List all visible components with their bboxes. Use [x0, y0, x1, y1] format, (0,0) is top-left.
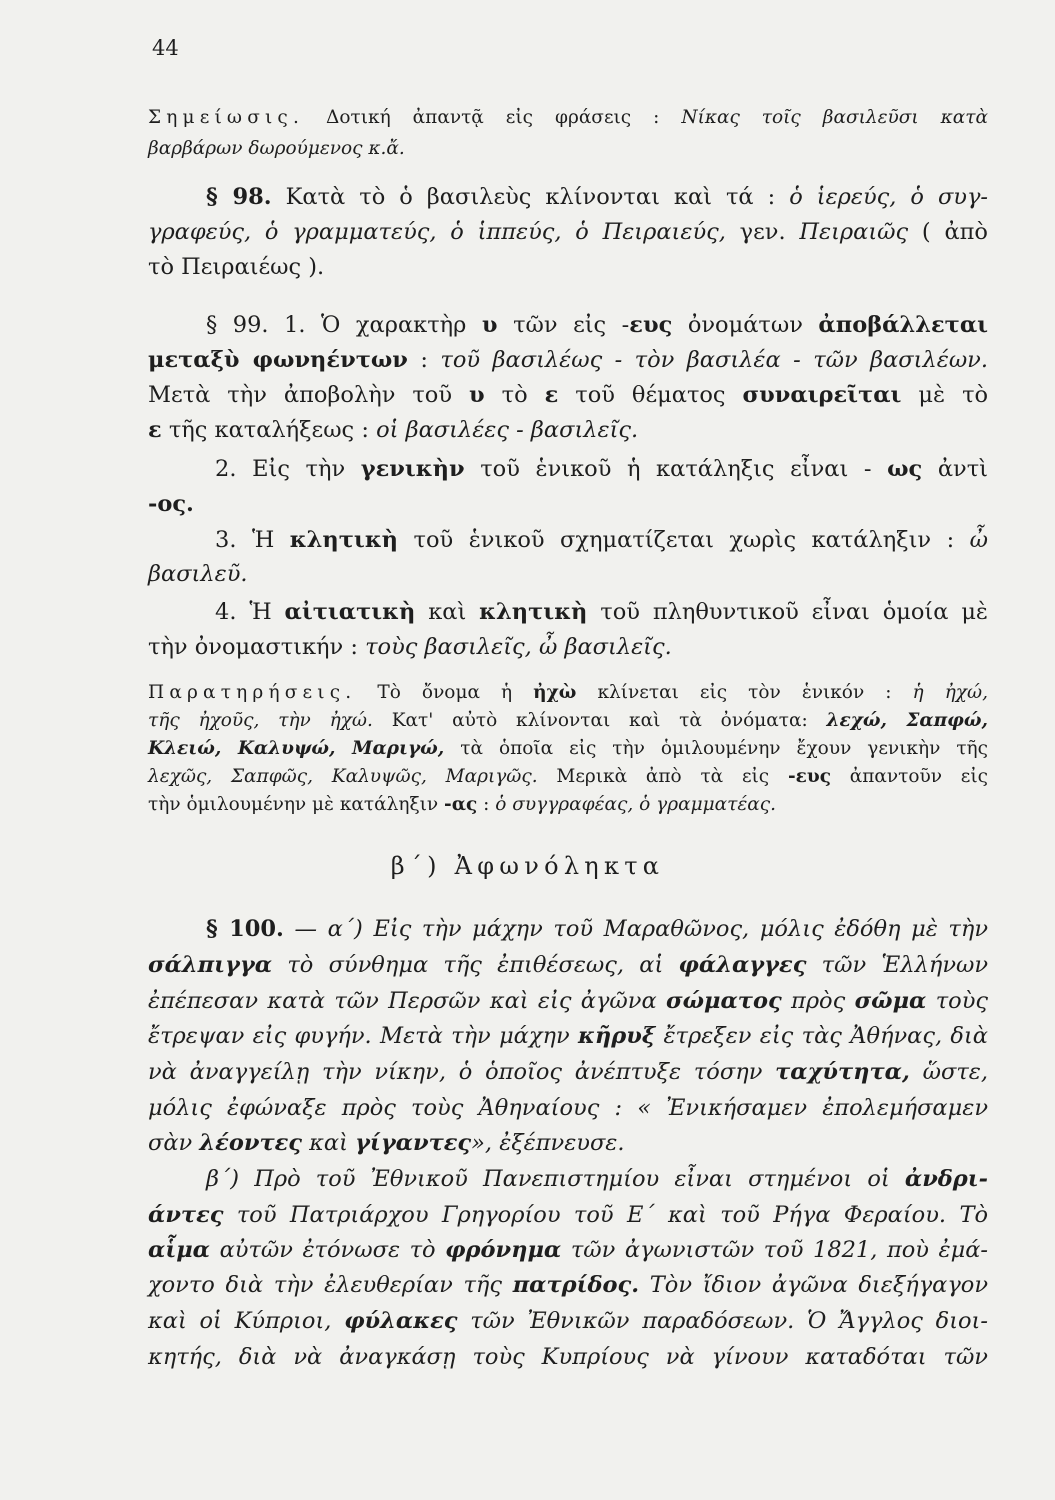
paragraph-99-line: 4. Ἡ αἰτιατικὴ καὶ κλητικὴ τοῦ πληθυντικοῦ εἶναι ὁμοία μὲ	[215, 599, 989, 625]
paragraph-100-line: ἔτρεψαν εἰς φυγήν. Μετὰ τὴν μάχην κῆρυξ ἔτρεξεν εἰς τὰς Ἀθήνας, διὰ	[148, 1023, 988, 1049]
paragraph-100-line: σάλπιγγα τὸ σύνθημα τῆς ἐπιθέσεως, αἱ φάλαγγες τῶν Ἑλλήνων	[148, 952, 989, 978]
paragraph-100-line: κητής, διὰ νὰ ἀναγκάσῃ τοὺς Κυπρίους νὰ γίνουν καταδόται τῶν	[148, 1344, 988, 1370]
page-number: 44	[152, 36, 179, 60]
paragraph-98-line: γραφεύς, ὁ γραμματεύς, ὁ ἱππεύς, ὁ Πειραιεύς, γεν. Πειραιῶς ( ἀπὸ	[148, 219, 988, 245]
paragraph-100-line: καὶ οἱ Κύπριοι, φύλακες τῶν Ἐθνικῶν παραδόσεων. Ὁ Ἄγγλος διοι-	[148, 1308, 988, 1334]
paragraph-100-line: σὰν λέοντες καὶ γίγαντες», ἐξέπνευσε.	[148, 1130, 625, 1156]
note-label: Σημείωσις.	[148, 107, 305, 128]
paragraph-100-line: ἐπέπεσαν κατὰ τῶν Περσῶν καὶ εἰς ἀγῶνα σώματος πρὸς σῶμα τοὺς	[148, 988, 988, 1014]
paragraph-99-line: βασιλεῦ.	[148, 561, 248, 587]
paragraph-99-line: 3. Ἡ κλητικὴ τοῦ ἑνικοῦ σχηματίζεται χωρὶς κατάληξιν : ὦ	[215, 527, 989, 553]
paragraph-98-line: § 98. Κατὰ τὸ ὁ βασιλεὺς κλίνονται καὶ τά : ὁ ἱερεύς, ὁ συγ-	[206, 184, 989, 210]
note-line: λεχῶς, Σαπφῶς, Καλυψῶς, Μαριγῶς. Μερικὰ ἀπὸ τὰ εἰς -ευς ἀπαντοῦν εἰς	[148, 766, 988, 787]
paragraph-100-line: νὰ ἀναγγείλῃ τὴν νίκην, ὁ ὁποῖος ἀνέπτυξε τόσην ταχύτητα, ὥστε,	[148, 1059, 989, 1085]
paragraph-98-line: τὸ Πειραιέως ).	[148, 254, 325, 280]
note-line: βαρβάρων δωρούμενος κ.ἄ.	[148, 138, 405, 159]
paragraph-99-line: τὴν ὀνομαστικήν : τοὺς βασιλεῖς, ὦ βασιλεῖς.	[148, 634, 672, 660]
paragraph-100-line: αἷμα αὐτῶν ἐτόνωσε τὸ φρόνημα τῶν ἀγωνιστῶν τοῦ 1821, ποὺ ἐμά-	[148, 1237, 989, 1263]
paragraph-99-line: -ος.	[148, 491, 194, 517]
paragraph-100-line: χοντο διὰ τὴν ἐλευθερίαν τῆς πατρίδος. Τὸν ἴδιον ἀγῶνα διεξήγαγον	[148, 1272, 989, 1298]
note-line: Κλειώ, Καλυψώ, Μαριγώ, τὰ ὁποῖα εἰς τὴν ὁμιλουμένην ἔχουν γενικὴν τῆς	[148, 738, 988, 759]
paragraph-100-line: μόλις ἐφώναξε πρὸς τοὺς Ἀθηναίους : « Ἐνικήσαμεν ἐπολεμήσαμεν	[148, 1095, 988, 1121]
note-line: Παρατηρήσεις. Τὸ ὄνομα ἡ ἠχὼ κλίνεται εἰς τὸν ἑνικόν : ἡ ἠχώ,	[148, 682, 988, 703]
section-heading: β΄) Ἀφωνόληκτα	[390, 852, 665, 880]
note-label: Παρατηρήσεις.	[148, 682, 357, 703]
note-line: τὴν ὁμιλουμένην μὲ κατάληξιν -ας : ὁ συγγραφέας, ὁ γραμματέας.	[148, 794, 777, 815]
paragraph-100-line: § 100. — α΄) Εἰς τὴν μάχην τοῦ Μαραθῶνος, μόλις ἐδόθη μὲ τὴν	[206, 916, 989, 942]
paragraph-99-line: ε τῆς καταλήξεως : οἱ βασιλέες - βασιλεῖς.	[148, 417, 639, 443]
note-line: Σημείωσις. Δοτική ἀπαντᾷ εἰς φράσεις : Νίκας τοῖς βασιλεῦσι κατὰ	[148, 107, 988, 128]
paragraph-99-line: § 99. 1. Ὁ χαρακτὴρ υ τῶν εἰς -ευς ὀνομάτων ἀποβάλλεται	[206, 312, 989, 338]
note-line: τῆς ἠχοῦς, τὴν ἠχώ. Κατ' αὐτὸ κλίνονται καὶ τὰ ὀνόματα: λεχώ, Σαπφώ,	[148, 710, 988, 731]
paragraph-99-line: 2. Εἰς τὴν γενικὴν τοῦ ἑνικοῦ ἡ κατάληξις εἶναι - ως ἀντὶ	[215, 456, 988, 482]
paragraph-100-line: β΄) Πρὸ τοῦ Ἐθνικοῦ Πανεπιστημίου εἶναι στημένοι οἱ ἀνδρι-	[206, 1166, 988, 1192]
paragraph-99-line: Μετὰ τὴν ἀποβολὴν τοῦ υ τὸ ε τοῦ θέματος συναιρεῖται μὲ τὸ	[148, 382, 989, 408]
paragraph-99-line: μεταξὺ φωνηέντων : τοῦ βασιλέως - τὸν βασιλέα - τῶν βασιλέων.	[148, 347, 989, 373]
paragraph-100-line: άντες τοῦ Πατριάρχου Γρηγορίου τοῦ Ε΄ καὶ τοῦ Ρήγα Φεραίου. Τὸ	[148, 1202, 989, 1228]
